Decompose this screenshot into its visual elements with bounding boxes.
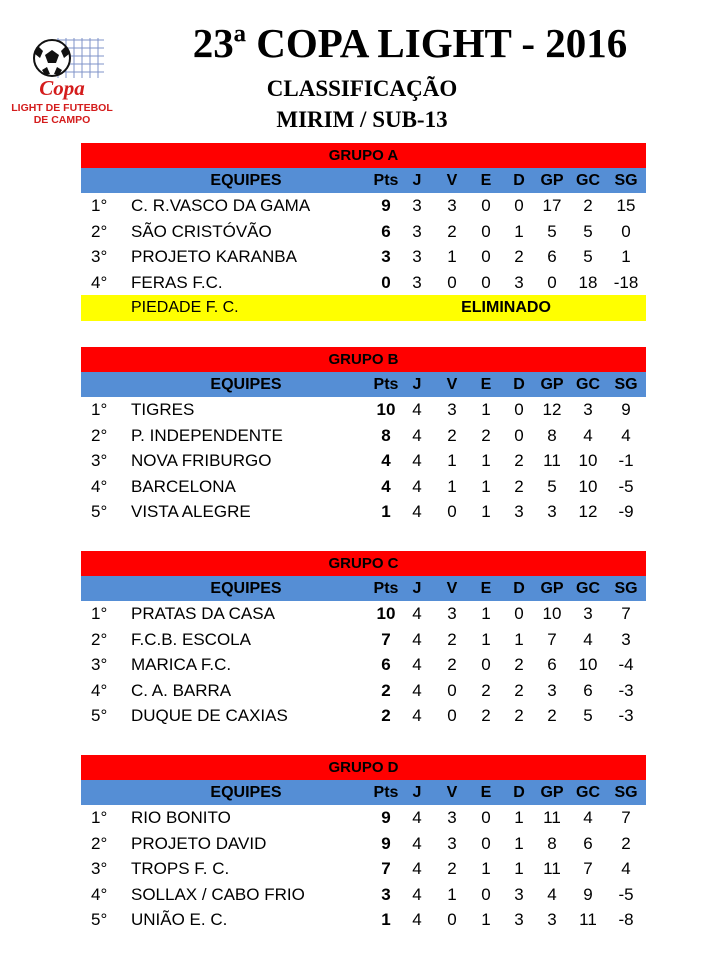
col-header-v: V [446,580,458,597]
losses: 0 [514,604,524,623]
goal-difference: 3 [621,629,631,649]
losses: 2 [514,706,524,725]
goals-against: 5 [583,706,593,725]
team-name: PROJETO DAVID [131,833,267,853]
goals-against: 7 [583,859,593,878]
games: 3 [412,221,422,241]
goals-for: 0 [547,272,557,292]
goals-for: 8 [547,425,557,445]
goals-for: 2 [547,706,557,725]
wins: 2 [447,859,457,878]
col-header-sg: SG [614,172,638,189]
team-name: MARICA F.C. [131,655,232,674]
team-name: FERAS F.C. [131,272,223,292]
table-header [81,576,646,601]
losses: 3 [514,272,524,292]
goals-for: 11 [543,808,561,827]
wins: 1 [447,476,457,496]
games: 4 [412,706,422,725]
losses: 0 [514,196,524,215]
goal-difference: 2 [621,833,631,853]
col-header-gc: GC [576,376,600,393]
position: 2° [91,221,108,241]
games: 4 [412,655,422,674]
draws: 0 [481,808,491,827]
team-name: SOLLAX / CABO FRIO [131,884,305,904]
losses: 2 [514,680,524,700]
games: 3 [412,272,422,292]
table-row [81,831,646,857]
table-row [81,601,646,627]
draws: 1 [481,400,491,419]
losses: 1 [514,629,524,649]
wins: 3 [447,808,457,827]
goal-difference: -18 [613,272,639,292]
table-header [81,780,646,805]
table-header [81,372,646,397]
draws: 0 [481,655,491,674]
losses: 3 [514,910,524,929]
draws: 1 [481,502,491,521]
wins: 0 [447,706,457,725]
wins: 3 [447,196,457,215]
table-row [81,193,646,219]
soccer-ball-icon [28,34,108,82]
goals-for: 8 [547,833,557,853]
position: 1° [91,808,108,827]
goal-difference: -3 [618,680,634,700]
points: 8 [381,425,391,445]
col-header-gc: GC [576,784,600,801]
table-row [81,423,646,449]
logo-line-2: LIGHT DE FUTEBOL [11,102,113,114]
goals-for: 5 [547,221,557,241]
points: 7 [381,859,391,878]
table-row [81,627,646,653]
losses: 2 [514,655,524,674]
wins: 1 [447,247,457,266]
goals-for: 7 [547,629,557,649]
points: 4 [381,476,391,496]
goals-against: 4 [583,425,593,445]
games: 4 [412,451,422,470]
col-header-team: EQUIPES [210,580,282,597]
games: 4 [412,680,422,700]
goal-difference: 0 [621,221,631,241]
goals-against: 6 [583,833,593,853]
games: 4 [412,629,422,649]
col-header-pts: Pts [373,580,399,597]
team-name: RIO BONITO [131,808,231,827]
position: 5° [91,502,108,521]
games: 4 [412,400,422,419]
col-header-gc: GC [576,580,600,597]
col-header-sg: SG [614,376,638,393]
games: 3 [412,196,422,215]
goals-for: 3 [547,910,557,929]
goals-for: 3 [547,502,557,521]
position: 3° [91,247,108,266]
col-header-j: J [412,784,422,801]
draws: 0 [481,833,491,853]
points: 9 [381,833,391,853]
goals-for: 5 [547,476,557,496]
col-header-j: J [412,172,422,189]
goals-against: 5 [583,221,593,241]
goal-difference: 1 [621,247,631,266]
team-name: P. INDEPENDENTE [131,425,283,445]
goals-against: 3 [583,604,593,623]
group-a-table [81,143,646,321]
position: 4° [91,476,108,496]
col-header-gp: GP [540,784,564,801]
col-header-d: D [513,784,525,801]
group-d-table [81,755,646,933]
losses: 1 [514,808,524,827]
games: 4 [412,859,422,878]
table-row [81,244,646,270]
losses: 2 [514,451,524,470]
points: 10 [376,604,396,623]
goal-difference: -4 [618,655,634,674]
goal-difference: -3 [618,706,634,725]
goals-against: 12 [578,502,598,521]
goals-against: 18 [578,272,598,292]
goal-difference: -9 [618,502,634,521]
losses: 0 [514,425,524,445]
col-header-j: J [412,376,422,393]
losses: 3 [514,884,524,904]
points: 9 [381,808,391,827]
goals-against: 11 [579,910,597,929]
page-subtitle-category: MIRIM / SUB-13 [276,107,448,132]
wins: 2 [447,629,457,649]
group-b-table [81,347,646,525]
position: 1° [91,604,108,623]
games: 3 [412,247,422,266]
copa-logo [8,34,116,130]
position: 5° [91,910,108,929]
goals-for: 11 [543,859,561,878]
table-row [81,882,646,908]
page-subtitle-classification: CLASSIFICAÇÃO [266,76,458,101]
col-header-sg: SG [614,784,638,801]
col-header-d: D [513,580,525,597]
goal-difference: 9 [621,400,631,419]
losses: 1 [514,833,524,853]
goals-against: 4 [583,629,593,649]
goal-difference: 4 [621,425,631,445]
points: 1 [381,910,391,929]
eliminated-row [81,295,646,321]
goals-for: 4 [547,884,557,904]
position: 2° [91,833,108,853]
table-row [81,219,646,245]
losses: 1 [514,221,524,241]
team-name: SÃO CRISTÓVÃO [131,221,272,241]
col-header-gc: GC [576,172,600,189]
position: 2° [91,425,108,445]
games: 4 [412,833,422,853]
wins: 0 [447,272,457,292]
goals-against: 10 [578,451,598,470]
goal-difference: -5 [618,884,634,904]
points: 4 [381,451,391,470]
col-header-e: E [480,580,492,597]
team-name: PRATAS DA CASA [131,604,275,623]
table-row [81,805,646,831]
team-name: TROPS F. C. [131,859,230,878]
goals-against: 10 [578,655,598,674]
wins: 1 [447,884,457,904]
draws: 1 [481,910,491,929]
table-row [81,499,646,525]
col-header-gp: GP [540,376,564,393]
goal-difference: 15 [616,196,636,215]
goals-against: 2 [583,196,593,215]
col-header-gp: GP [540,580,564,597]
table-row [81,856,646,882]
goal-difference: 4 [621,859,631,878]
team-name: TIGRES [131,400,195,419]
goals-against: 9 [583,884,593,904]
wins: 3 [447,833,457,853]
points: 2 [381,706,391,725]
table-row [81,907,646,933]
losses: 2 [514,476,524,496]
team-name: DUQUE DE CAXIAS [131,706,288,725]
position: 2° [91,629,108,649]
wins: 0 [447,680,457,700]
col-header-j: J [412,580,422,597]
position: 1° [91,196,108,215]
goals-for: 12 [542,400,562,419]
draws: 2 [481,425,491,445]
team-name: PIEDADE F. C. [131,299,239,316]
position: 1° [91,400,108,419]
team-name: PROJETO KARANBA [131,247,297,266]
position: 4° [91,272,108,292]
col-header-pts: Pts [373,784,399,801]
col-header-team: EQUIPES [210,376,282,393]
points: 2 [381,680,391,700]
points: 0 [381,272,391,292]
wins: 3 [447,400,457,419]
table-row [81,397,646,423]
goal-difference: -5 [618,476,634,496]
draws: 1 [481,476,491,496]
position: 3° [91,451,108,470]
group-title: GRUPO B [81,347,646,372]
col-header-team: EQUIPES [210,784,282,801]
games: 4 [412,884,422,904]
points: 6 [381,655,391,674]
table-row [81,678,646,704]
goals-for: 11 [543,451,561,470]
games: 4 [412,604,422,623]
goals-against: 3 [583,400,593,419]
goals-against: 4 [583,808,593,827]
col-header-d: D [513,376,525,393]
position: 3° [91,655,108,674]
logo-copa-text: Copa [39,76,85,100]
goals-for: 3 [547,680,557,700]
goal-difference: 7 [621,604,631,623]
team-name: F.C.B. ESCOLA [131,629,251,649]
draws: 1 [481,451,491,470]
wins: 1 [447,451,457,470]
goals-against: 10 [578,476,598,496]
draws: 0 [481,221,491,241]
points: 3 [381,247,391,266]
draws: 1 [481,629,491,649]
col-header-e: E [480,376,492,393]
losses: 1 [514,859,524,878]
position: 3° [91,859,108,878]
group-title: GRUPO A [81,143,646,168]
eliminated-status: ELIMINADO [461,299,551,316]
col-header-v: V [446,376,458,393]
col-header-e: E [480,172,492,189]
logo-line-3: DE CAMPO [33,114,91,126]
points: 6 [381,221,391,241]
draws: 0 [481,884,491,904]
page-title: 23ª COPA LIGHT - 2016 [192,20,628,66]
table-row [81,652,646,678]
points: 9 [381,196,391,215]
draws: 2 [481,706,491,725]
goals-for: 17 [542,196,562,215]
draws: 0 [481,272,491,292]
position: 5° [91,706,108,725]
col-header-pts: Pts [373,376,399,393]
games: 4 [412,476,422,496]
team-name: C. A. BARRA [131,680,232,700]
games: 4 [412,910,422,929]
table-row [81,703,646,729]
draws: 1 [481,859,491,878]
col-header-team: EQUIPES [210,172,282,189]
col-header-v: V [446,172,458,189]
draws: 0 [481,196,491,215]
draws: 1 [481,604,491,623]
team-name: VISTA ALEGRE [131,502,251,521]
games: 4 [412,808,422,827]
group-c-table [81,551,646,729]
goal-difference: -8 [618,910,634,929]
goals-against: 6 [583,680,593,700]
team-name: BARCELONA [131,476,236,496]
position: 4° [91,884,108,904]
team-name: C. R.VASCO DA GAMA [131,196,311,215]
goals-for: 6 [547,247,557,266]
goals-for: 10 [542,604,562,623]
table-row [81,448,646,474]
points: 3 [381,884,391,904]
table-row [81,474,646,500]
goals-for: 6 [547,655,557,674]
losses: 3 [514,502,524,521]
points: 10 [376,400,396,419]
points: 7 [381,629,391,649]
goals-against: 5 [583,247,593,266]
wins: 2 [447,221,457,241]
games: 4 [412,502,422,521]
position: 4° [91,680,108,700]
wins: 2 [447,655,457,674]
wins: 0 [447,502,457,521]
goal-difference: -1 [618,451,634,470]
losses: 0 [514,400,524,419]
table-header [81,168,646,193]
col-header-v: V [446,784,458,801]
points: 1 [381,502,391,521]
draws: 2 [481,680,491,700]
col-header-pts: Pts [373,172,399,189]
goal-difference: 7 [621,808,631,827]
col-header-sg: SG [614,580,638,597]
wins: 2 [447,425,457,445]
group-title: GRUPO C [81,551,646,576]
draws: 0 [481,247,491,266]
group-title: GRUPO D [81,755,646,780]
col-header-gp: GP [540,172,564,189]
games: 4 [412,425,422,445]
losses: 2 [514,247,524,266]
col-header-d: D [513,172,525,189]
wins: 3 [447,604,457,623]
team-name: NOVA FRIBURGO [131,451,272,470]
team-name: UNIÃO E. C. [131,910,228,929]
col-header-e: E [480,784,492,801]
table-row [81,270,646,296]
wins: 0 [447,910,457,929]
